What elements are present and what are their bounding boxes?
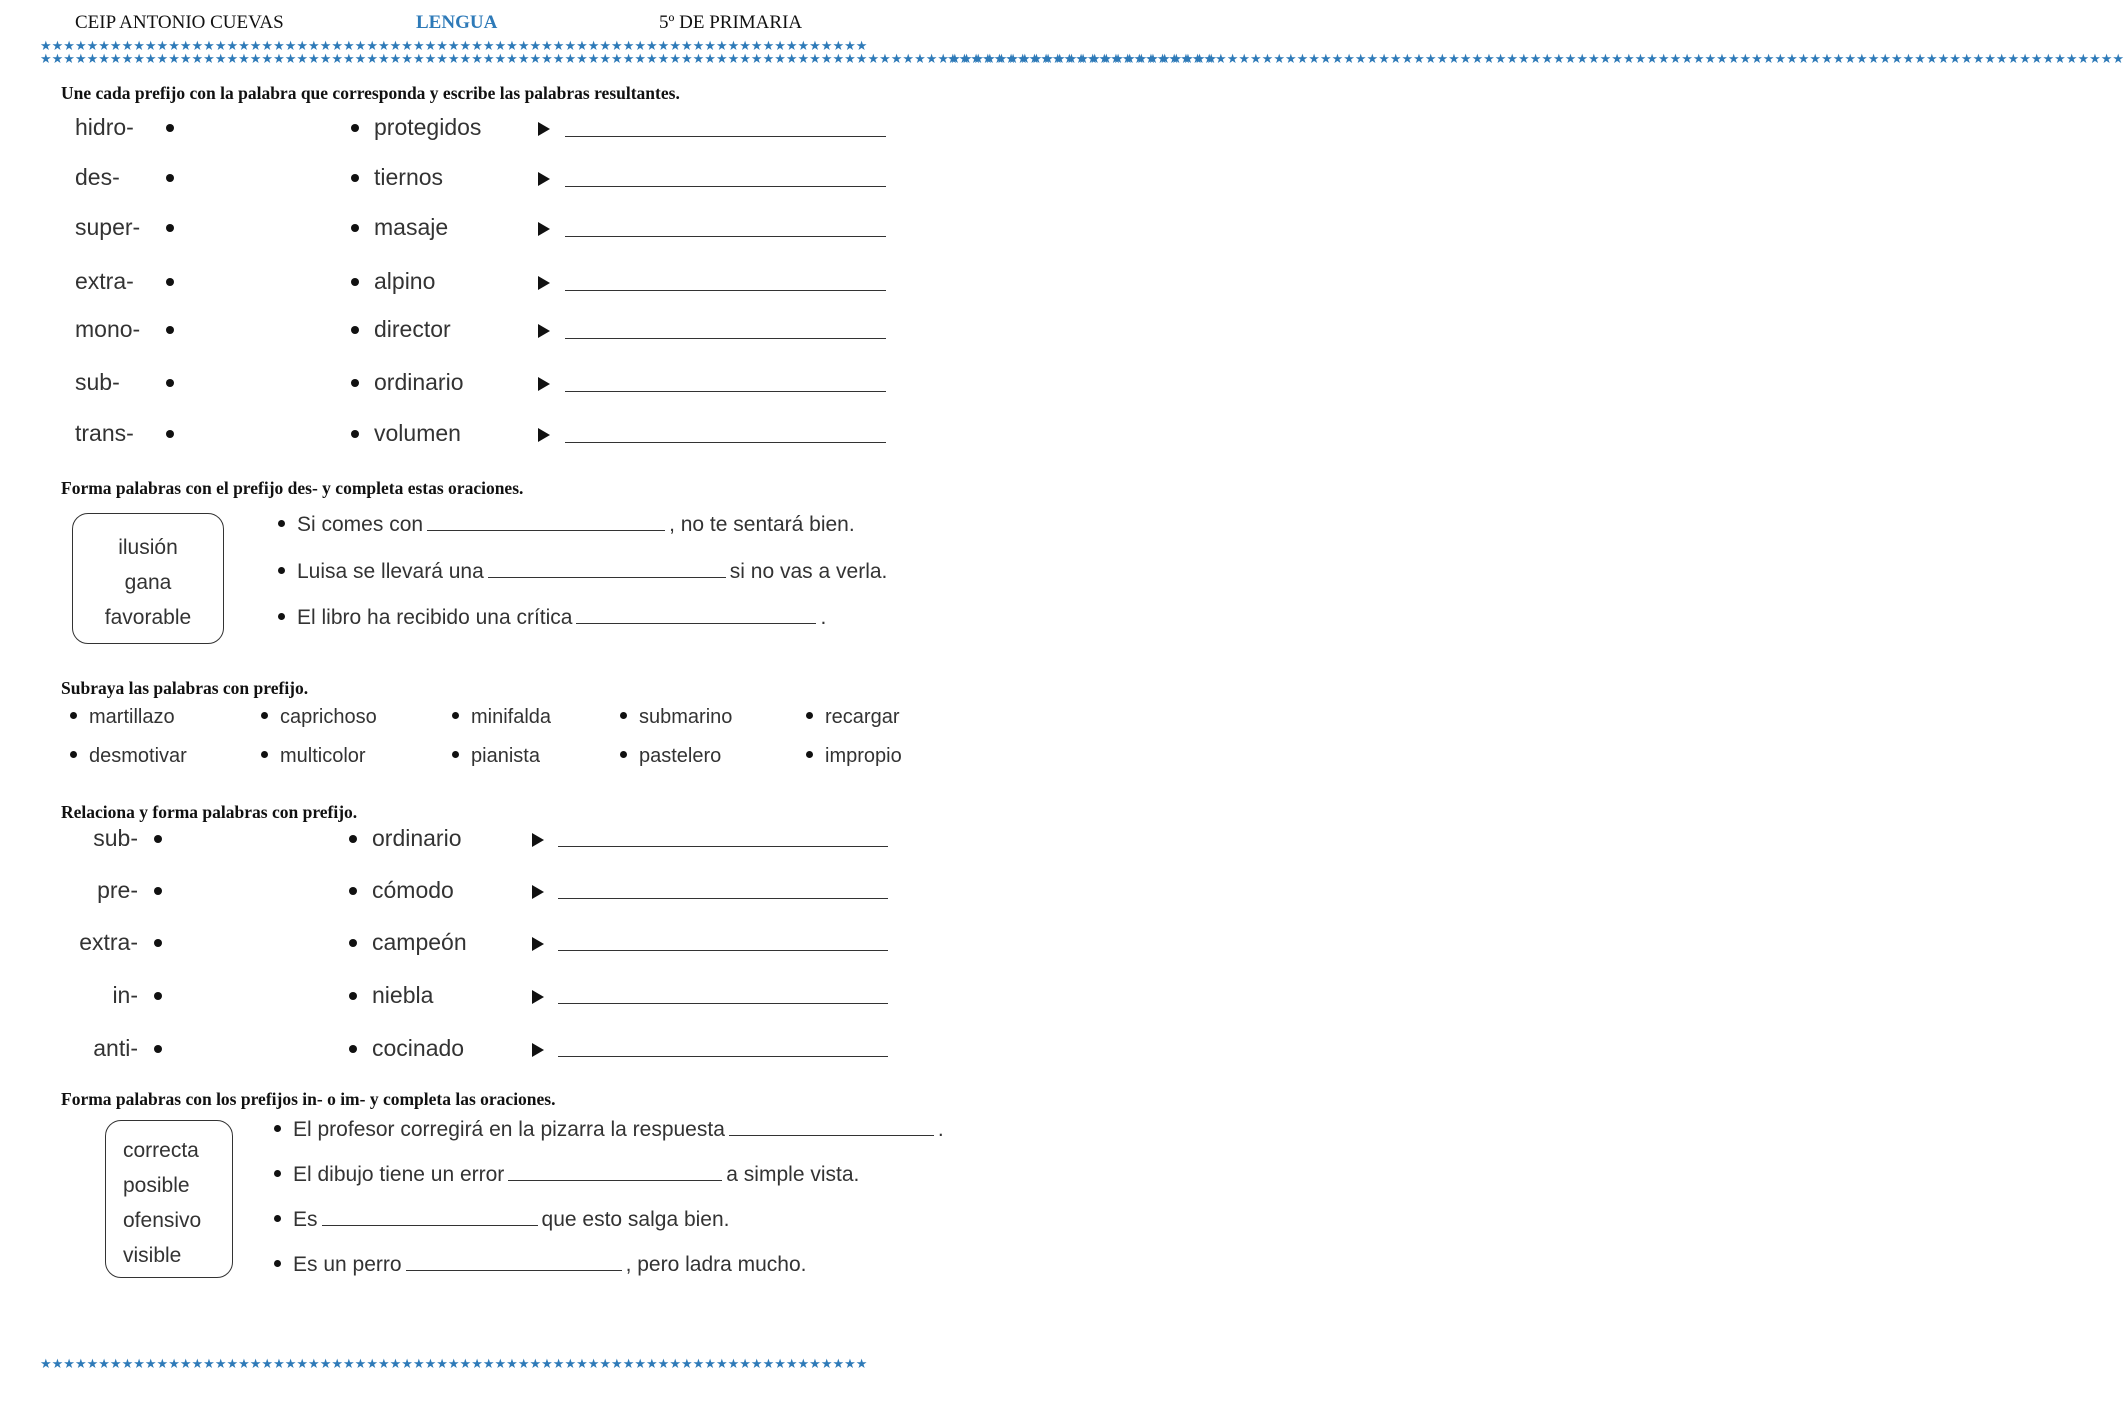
bullet-icon (278, 567, 285, 574)
word-dot[interactable] (351, 124, 359, 132)
word-text: pianista (471, 745, 540, 767)
word-text: minifalda (471, 706, 552, 728)
word-box-item: correcta (123, 1139, 199, 1162)
ex2-instruction: Forma palabras con el prefijo des- y completa estas oraciones. (61, 478, 524, 498)
arrow-icon (538, 428, 550, 442)
word-grid-item[interactable] (806, 745, 902, 768)
word-box-item: visible (123, 1244, 182, 1267)
prefix-label: super- (75, 214, 141, 240)
answer-blank[interactable] (508, 1179, 722, 1181)
bullet-icon (274, 1215, 281, 1222)
prefix-label: trans- (75, 420, 134, 446)
word-dot[interactable] (349, 992, 357, 1000)
answer-blank[interactable] (488, 576, 726, 578)
word-dot[interactable] (351, 174, 359, 182)
ex3-instruction: Subraya las palabras con prefijo. (61, 678, 309, 698)
word-label: masaje (374, 214, 449, 240)
star-border-top-icon: ★★★★★★★★★★★★★★★★★★★★★★★★★★★★★★★★★★★★★★★★★★★★★★★★★★★★★★★★★★★★★★★★★★★★★★★ (40, 39, 868, 54)
word-grid-item[interactable] (70, 706, 175, 729)
prefix-dot[interactable] (154, 992, 162, 1000)
word-dot[interactable] (349, 1045, 357, 1053)
word-dot[interactable] (349, 939, 357, 947)
arrow-icon (532, 990, 544, 1004)
word-label: cómodo (372, 877, 454, 903)
answer-line[interactable] (565, 442, 886, 443)
answer-blank[interactable] (576, 622, 816, 624)
bullet-icon (70, 712, 77, 719)
prefix-label: extra- (79, 929, 138, 955)
bullet-icon (70, 751, 77, 758)
word-label: niebla (372, 982, 434, 1008)
word-text: impropio (825, 745, 902, 767)
word-dot[interactable] (349, 835, 357, 843)
bullet-icon (274, 1125, 281, 1132)
prefix-dot[interactable] (154, 887, 162, 895)
word-text: pastelero (639, 745, 722, 767)
bullet-icon (278, 613, 285, 620)
word-text: caprichoso (280, 706, 377, 728)
word-dot[interactable] (351, 224, 359, 232)
answer-line[interactable] (558, 846, 888, 847)
prefix-dot[interactable] (154, 1045, 162, 1053)
arrow-icon (532, 1043, 544, 1057)
arrow-icon (538, 122, 550, 136)
ex2-sentence: Luisa se llevará una si no vas a verla. (278, 560, 887, 584)
bullet-icon (806, 751, 813, 758)
word-grid-item[interactable] (806, 706, 899, 729)
answer-line[interactable] (565, 338, 886, 339)
word-dot[interactable] (351, 430, 359, 438)
ex5-sentence: Es un perro , pero ladra mucho. (274, 1253, 807, 1277)
word-grid-item[interactable] (70, 745, 187, 768)
answer-line[interactable] (558, 950, 888, 951)
word-grid-item[interactable] (620, 745, 721, 768)
word-box-item: ilusión (118, 536, 178, 559)
prefix-dot[interactable] (166, 430, 174, 438)
ex2-word-list (72, 530, 224, 635)
bullet-icon (452, 751, 459, 758)
ex2-sentence: El libro ha recibido una crítica . (278, 606, 826, 630)
answer-line[interactable] (558, 1056, 888, 1057)
star-border-right-icon: ★★★★★★★★★★★★★★★★★★★★★★★★★★★★★★★★★★★★★★★★★★★★★★★★★★★★★★★★★★★★★★★★★★★★★★★★★★★★★★★★★★★★★★★★★★★★★★★★★★★★★ (947, 52, 2124, 67)
prefix-label: sub- (75, 369, 120, 395)
word-box-item: ofensivo (123, 1209, 202, 1232)
word-text: multicolor (280, 745, 366, 767)
answer-line[interactable] (558, 1003, 888, 1004)
word-label: campeón (372, 929, 467, 955)
arrow-icon (538, 276, 550, 290)
word-box-item: favorable (104, 606, 192, 629)
word-label: tiernos (374, 164, 444, 190)
ex4-instruction: Relaciona y forma palabras con prefijo. (61, 802, 358, 822)
ex5-word-list (123, 1133, 201, 1273)
word-grid-item[interactable] (620, 706, 732, 729)
arrow-icon (532, 833, 544, 847)
answer-line[interactable] (565, 136, 886, 137)
prefix-label: pre- (97, 877, 138, 903)
ex5-instruction: Forma palabras con los prefijos in- o im- y completa las oraciones. (61, 1089, 556, 1109)
grade-label: 5º DE PRIMARIA (659, 12, 803, 33)
arrow-icon (538, 222, 550, 236)
prefix-dot[interactable] (154, 835, 162, 843)
arrow-icon (532, 885, 544, 899)
prefix-label: mono- (75, 316, 141, 342)
bullet-icon (620, 751, 627, 758)
answer-line[interactable] (565, 391, 886, 392)
ex5-sentence: Es que esto salga bien. (274, 1208, 730, 1232)
ex2-sentence: Si comes con , no te sentará bien. (278, 513, 855, 537)
word-grid-item[interactable] (261, 745, 366, 768)
ex5-sentence: El dibujo tiene un error a simple vista. (274, 1163, 859, 1187)
word-label: ordinario (372, 825, 462, 851)
arrow-icon (538, 377, 550, 391)
school-name: CEIP ANTONIO CUEVAS (75, 12, 284, 33)
answer-line[interactable] (558, 898, 888, 899)
word-text: martillazo (89, 706, 175, 728)
bullet-icon (806, 712, 813, 719)
word-label: alpino (374, 268, 436, 294)
prefix-label: des- (75, 164, 120, 190)
bullet-icon (274, 1260, 281, 1267)
prefix-label: sub- (93, 825, 138, 851)
word-dot[interactable] (349, 887, 357, 895)
prefix-dot[interactable] (166, 224, 174, 232)
word-box-item: posible (123, 1174, 190, 1197)
word-text: recargar (825, 706, 900, 728)
answer-blank[interactable] (729, 1134, 934, 1136)
ex5-sentence: El profesor corregirá en la pizarra la respuesta . (274, 1118, 944, 1142)
bullet-icon (620, 712, 627, 719)
word-label: protegidos (374, 114, 482, 140)
star-border-bottom-icon: ★★★★★★★★★★★★★★★★★★★★★★★★★★★★★★★★★★★★★★★★★★★★★★★★★★★★★★★★★★★★★★★★★★★★★★★ (40, 1357, 868, 1372)
word-grid-item[interactable] (452, 706, 551, 729)
word-text: desmotivar (89, 745, 187, 767)
answer-line[interactable] (565, 290, 886, 291)
prefix-dot[interactable] (166, 278, 174, 286)
prefix-dot[interactable] (154, 939, 162, 947)
bullet-icon (274, 1170, 281, 1177)
answer-line[interactable] (565, 236, 886, 237)
answer-blank[interactable] (322, 1224, 538, 1226)
word-text: submarino (639, 706, 733, 728)
prefix-dot[interactable] (166, 326, 174, 334)
word-grid-item[interactable] (452, 745, 540, 768)
star-border-left-icon: ★★★★★★★★★★★★★★★★★★★★★★★★★★★★★★★★★★★★★★★★★★★★★★★★★★★★★★★★★★★★★★★★★★★★★★★★★★★★★★★★★★★★★★★★★★★★★★★★★★★★★ (40, 52, 1218, 67)
prefix-dot[interactable] (166, 174, 174, 182)
bullet-icon (261, 751, 268, 758)
word-label: volumen (374, 420, 461, 446)
word-dot[interactable] (351, 278, 359, 286)
prefix-label: hidro- (75, 114, 134, 140)
answer-blank[interactable] (427, 529, 665, 531)
word-box-item: gana (124, 571, 172, 594)
answer-blank[interactable] (406, 1269, 622, 1271)
answer-line[interactable] (565, 186, 886, 187)
subject-title: LENGUA (416, 12, 498, 33)
word-label: cocinado (372, 1035, 465, 1061)
prefix-label: extra- (75, 268, 134, 294)
ex1-instruction: Une cada prefijo con la palabra que corresponda y escribe las palabras resultantes. (61, 83, 680, 103)
word-dot[interactable] (351, 379, 359, 387)
word-label: director (374, 316, 451, 342)
arrow-icon (538, 172, 550, 186)
bullet-icon (261, 712, 268, 719)
arrow-icon (538, 324, 550, 338)
word-label: ordinario (374, 369, 464, 395)
prefix-label: in- (112, 982, 138, 1008)
bullet-icon (278, 520, 285, 527)
bullet-icon (452, 712, 459, 719)
prefix-dot[interactable] (166, 379, 174, 387)
prefix-label: anti- (93, 1035, 138, 1061)
word-dot[interactable] (351, 326, 359, 334)
arrow-icon (532, 937, 544, 951)
prefix-dot[interactable] (166, 124, 174, 132)
word-grid-item[interactable] (261, 706, 377, 729)
